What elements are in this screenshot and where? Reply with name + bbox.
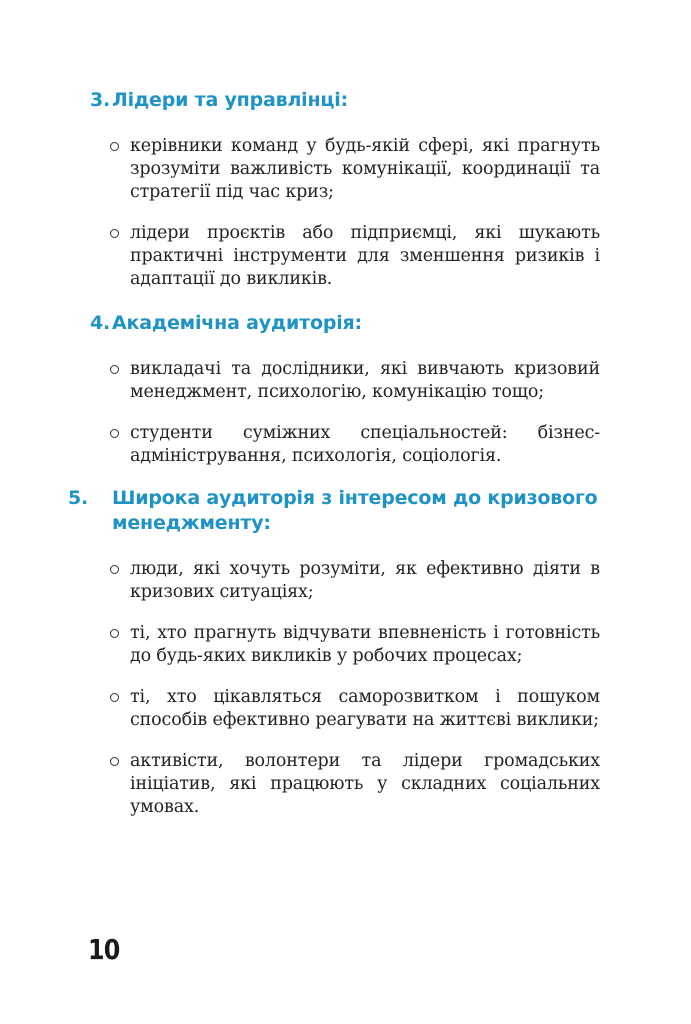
list-item-text: викладачі та дослідники, які вивчають кризовий менеджмент, психологію, комунікацію тощо; xyxy=(130,359,600,402)
list-item-text: ті, хто прагнуть відчувати впевненість і готовність до будь-яких викликів у робочих процесах; xyxy=(130,623,600,666)
list-item-text: активісти, волонтери та лідери громадських ініціатив, які працюють у складних соціальних умовах. xyxy=(130,751,600,817)
section-leaders xyxy=(90,88,600,291)
hollow-circle-bullet-icon xyxy=(110,142,119,151)
list-item-text: студенти суміжних спеціальностей: бізнес-адміністрування, психологія, соціологія. xyxy=(130,423,600,466)
list-item xyxy=(90,222,600,291)
list-item xyxy=(90,558,600,604)
section-title: Академічна аудиторія: xyxy=(112,312,362,334)
list-item xyxy=(90,686,600,732)
bullet-list xyxy=(90,358,600,468)
list-item xyxy=(90,422,600,468)
hollow-circle-bullet-icon xyxy=(110,565,119,574)
hollow-circle-bullet-icon xyxy=(110,429,119,438)
section-title: Лідери та управлінці: xyxy=(112,89,349,111)
section-academic xyxy=(90,311,600,468)
list-item-text: ті, хто цікавляться саморозвитком і пошуком способів ефективно реагувати на життєві виклики; xyxy=(130,687,600,730)
hollow-circle-bullet-icon xyxy=(110,757,119,766)
section-title: Широка аудиторія з інтересом до кризового менеджменту: xyxy=(112,487,598,534)
hollow-circle-bullet-icon xyxy=(110,693,119,702)
list-item xyxy=(90,358,600,404)
bullet-list xyxy=(90,558,600,819)
list-item-text: керівники команд у будь-якій сфері, які прагнуть зрозуміти важливість комунікації, координації та стратегії під час криз; xyxy=(130,136,600,202)
section-general-audience xyxy=(68,486,600,819)
hollow-circle-bullet-icon xyxy=(110,229,119,238)
page-number: 10 xyxy=(88,933,120,966)
bullet-list xyxy=(90,135,600,291)
section-number: 3. xyxy=(90,89,111,111)
section-heading xyxy=(68,486,600,536)
list-item xyxy=(90,750,600,819)
list-item-text: люди, які хочуть розуміти, як ефективно діяти в кризових ситуаціях; xyxy=(130,559,600,602)
hollow-circle-bullet-icon xyxy=(110,629,119,638)
list-item-text: лідери проєктів або підприємці, які шукають практичні інструменти для зменшення ризиків і адаптації до викликів. xyxy=(130,223,600,289)
section-heading xyxy=(90,88,600,113)
section-number: 4. xyxy=(90,312,111,334)
section-number: 5. xyxy=(68,487,89,509)
list-item xyxy=(90,135,600,204)
section-heading xyxy=(90,311,600,336)
hollow-circle-bullet-icon xyxy=(110,365,119,374)
list-item xyxy=(90,622,600,668)
